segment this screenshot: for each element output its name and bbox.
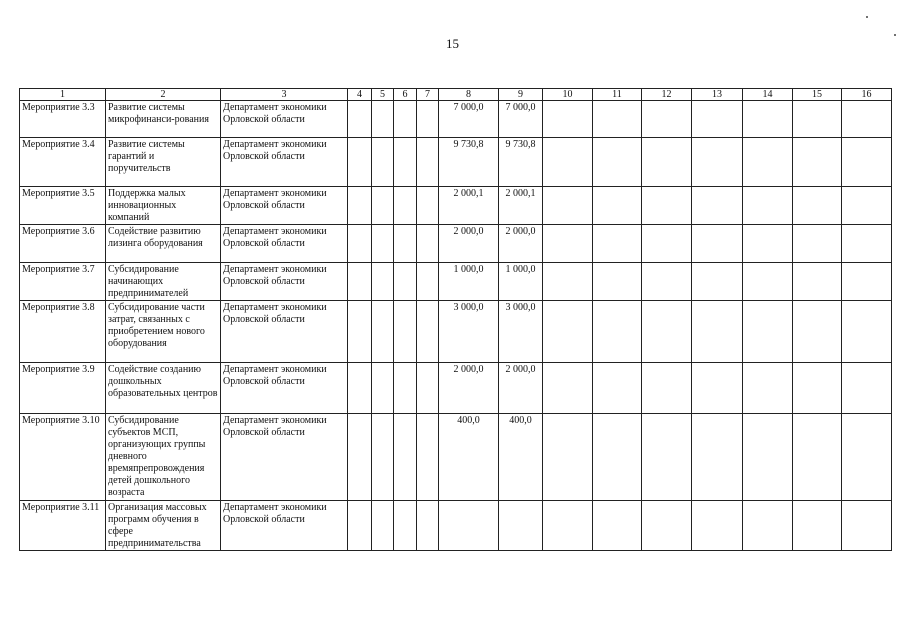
- empty-cell: [372, 138, 394, 187]
- amount-cell: [439, 501, 499, 551]
- empty-cell: [593, 414, 642, 501]
- empty-cell: [417, 138, 439, 187]
- empty-cell: [692, 414, 743, 501]
- empty-cell: [348, 225, 372, 263]
- measure-name-cell: Содействие развитию лизинга оборудования: [106, 225, 221, 263]
- empty-cell: [394, 101, 417, 138]
- empty-cell: [348, 501, 372, 551]
- empty-cell: [543, 138, 593, 187]
- empty-cell: [642, 138, 692, 187]
- executor-cell: Департамент экономики Орловской области: [221, 501, 348, 551]
- column-header-15: 15: [793, 89, 842, 101]
- empty-cell: [692, 363, 743, 414]
- empty-cell: [642, 363, 692, 414]
- empty-cell: [692, 187, 743, 225]
- empty-cell: [372, 263, 394, 301]
- amount-cell: 7 000,0: [499, 101, 543, 138]
- measure-name-cell: Содействие созданию дошкольных образовательных центров: [106, 363, 221, 414]
- amount-cell: 1 000,0: [499, 263, 543, 301]
- empty-cell: [348, 363, 372, 414]
- executor-cell: Департамент экономики Орловской области: [221, 138, 348, 187]
- measure-id-cell: Мероприятие 3.5: [20, 187, 106, 225]
- measure-id-cell: Мероприятие 3.7: [20, 263, 106, 301]
- column-header-12: 12: [642, 89, 692, 101]
- empty-cell: [593, 138, 642, 187]
- measure-id-cell: Мероприятие 3.11: [20, 501, 106, 551]
- program-measures-table: [19, 88, 892, 551]
- empty-cell: [417, 363, 439, 414]
- column-header-1: 1: [20, 89, 106, 101]
- empty-cell: [348, 263, 372, 301]
- empty-cell: [692, 501, 743, 551]
- table-row: [20, 225, 892, 263]
- empty-cell: [743, 101, 793, 138]
- empty-cell: [842, 414, 892, 501]
- empty-cell: [692, 101, 743, 138]
- empty-cell: [743, 187, 793, 225]
- empty-cell: [642, 225, 692, 263]
- empty-cell: [793, 138, 842, 187]
- empty-cell: [842, 101, 892, 138]
- empty-cell: [642, 263, 692, 301]
- empty-cell: [642, 101, 692, 138]
- scan-speck: [866, 16, 868, 18]
- page-number: 15: [446, 36, 459, 51]
- empty-cell: [842, 187, 892, 225]
- empty-cell: [593, 263, 642, 301]
- empty-cell: [642, 187, 692, 225]
- column-header-7: 7: [417, 89, 439, 101]
- table-row: [20, 138, 892, 187]
- empty-cell: [593, 225, 642, 263]
- table-row: [20, 101, 892, 138]
- empty-cell: [642, 301, 692, 363]
- column-header-16: 16: [842, 89, 892, 101]
- measure-name-cell: Организация массовых программ обучения в сфере предпринимательства: [106, 501, 221, 551]
- empty-cell: [394, 138, 417, 187]
- table-row: [20, 301, 892, 363]
- amount-cell: 3 000,0: [439, 301, 499, 363]
- scan-speck: [894, 34, 896, 36]
- measure-id-cell: Мероприятие 3.9: [20, 363, 106, 414]
- empty-cell: [417, 263, 439, 301]
- empty-cell: [417, 225, 439, 263]
- empty-cell: [372, 187, 394, 225]
- empty-cell: [417, 301, 439, 363]
- column-header-8: 8: [439, 89, 499, 101]
- empty-cell: [692, 138, 743, 187]
- column-header-14: 14: [743, 89, 793, 101]
- amount-cell: 2 000,0: [499, 225, 543, 263]
- column-header-10: 10: [543, 89, 593, 101]
- empty-cell: [593, 501, 642, 551]
- measure-id-cell: Мероприятие 3.6: [20, 225, 106, 263]
- empty-cell: [372, 225, 394, 263]
- empty-cell: [743, 301, 793, 363]
- amount-cell: [499, 501, 543, 551]
- table-row: [20, 187, 892, 225]
- empty-cell: [593, 301, 642, 363]
- empty-cell: [372, 301, 394, 363]
- empty-cell: [394, 263, 417, 301]
- column-header-11: 11: [593, 89, 642, 101]
- column-header-13: 13: [692, 89, 743, 101]
- empty-cell: [793, 414, 842, 501]
- empty-cell: [793, 501, 842, 551]
- empty-cell: [372, 414, 394, 501]
- empty-cell: [793, 301, 842, 363]
- empty-cell: [394, 187, 417, 225]
- amount-cell: 2 000,1: [499, 187, 543, 225]
- table-row: [20, 363, 892, 414]
- empty-cell: [394, 363, 417, 414]
- empty-cell: [394, 414, 417, 501]
- empty-cell: [348, 414, 372, 501]
- measure-name-cell: Развитие системы гарантий и поручительств: [106, 138, 221, 187]
- executor-cell: Департамент экономики Орловской области: [221, 101, 348, 138]
- empty-cell: [348, 187, 372, 225]
- empty-cell: [417, 414, 439, 501]
- column-header-5: 5: [372, 89, 394, 101]
- executor-cell: Департамент экономики Орловской области: [221, 414, 348, 501]
- empty-cell: [743, 363, 793, 414]
- empty-cell: [692, 263, 743, 301]
- empty-cell: [348, 101, 372, 138]
- amount-cell: 7 000,0: [439, 101, 499, 138]
- empty-cell: [394, 501, 417, 551]
- empty-cell: [372, 501, 394, 551]
- empty-cell: [543, 301, 593, 363]
- measure-name-cell: Развитие системы микрофинанси-рования: [106, 101, 221, 138]
- empty-cell: [842, 263, 892, 301]
- empty-cell: [394, 301, 417, 363]
- empty-cell: [692, 301, 743, 363]
- amount-cell: 2 000,0: [439, 225, 499, 263]
- empty-cell: [743, 501, 793, 551]
- amount-cell: 1 000,0: [439, 263, 499, 301]
- empty-cell: [372, 101, 394, 138]
- empty-cell: [348, 301, 372, 363]
- empty-cell: [348, 138, 372, 187]
- executor-cell: Департамент экономики Орловской области: [221, 187, 348, 225]
- empty-cell: [543, 501, 593, 551]
- empty-cell: [743, 225, 793, 263]
- empty-cell: [743, 138, 793, 187]
- empty-cell: [793, 363, 842, 414]
- measure-id-cell: Мероприятие 3.3: [20, 101, 106, 138]
- empty-cell: [593, 101, 642, 138]
- amount-cell: 2 000,1: [439, 187, 499, 225]
- empty-cell: [842, 301, 892, 363]
- empty-cell: [543, 263, 593, 301]
- table-body: [20, 101, 892, 551]
- table-row: [20, 414, 892, 501]
- column-header-6: 6: [394, 89, 417, 101]
- empty-cell: [793, 101, 842, 138]
- table-row: [20, 501, 892, 551]
- table-row: [20, 263, 892, 301]
- empty-cell: [743, 414, 793, 501]
- empty-cell: [394, 225, 417, 263]
- column-header-9: 9: [499, 89, 543, 101]
- empty-cell: [543, 225, 593, 263]
- empty-cell: [642, 501, 692, 551]
- measure-name-cell: Субсидирование части затрат, связанных с приобретением нового оборудования: [106, 301, 221, 363]
- amount-cell: 9 730,8: [499, 138, 543, 187]
- empty-cell: [417, 501, 439, 551]
- measure-id-cell: Мероприятие 3.8: [20, 301, 106, 363]
- empty-cell: [543, 363, 593, 414]
- empty-cell: [543, 187, 593, 225]
- column-header-3: 3: [221, 89, 348, 101]
- empty-cell: [372, 363, 394, 414]
- measure-id-cell: Мероприятие 3.4: [20, 138, 106, 187]
- empty-cell: [842, 138, 892, 187]
- empty-cell: [842, 225, 892, 263]
- empty-cell: [543, 414, 593, 501]
- empty-cell: [642, 414, 692, 501]
- measure-name-cell: Субсидирование субъектов МСП, организующих группы дневного времяпрепровождения детей дошкольного возраста: [106, 414, 221, 501]
- measure-name-cell: Поддержка малых инновационных компаний: [106, 187, 221, 225]
- column-header-4: 4: [348, 89, 372, 101]
- empty-cell: [417, 187, 439, 225]
- executor-cell: Департамент экономики Орловской области: [221, 363, 348, 414]
- executor-cell: Департамент экономики Орловской области: [221, 301, 348, 363]
- amount-cell: 2 000,0: [439, 363, 499, 414]
- amount-cell: 2 000,0: [499, 363, 543, 414]
- empty-cell: [543, 101, 593, 138]
- empty-cell: [593, 363, 642, 414]
- empty-cell: [793, 187, 842, 225]
- amount-cell: 3 000,0: [499, 301, 543, 363]
- measure-name-cell: Субсидирование начинающих предпринимателей: [106, 263, 221, 301]
- empty-cell: [793, 225, 842, 263]
- empty-cell: [842, 363, 892, 414]
- amount-cell: 9 730,8: [439, 138, 499, 187]
- header-row: [20, 89, 892, 101]
- amount-cell: 400,0: [439, 414, 499, 501]
- measure-id-cell: Мероприятие 3.10: [20, 414, 106, 501]
- empty-cell: [692, 225, 743, 263]
- amount-cell: 400,0: [499, 414, 543, 501]
- column-header-2: 2: [106, 89, 221, 101]
- empty-cell: [743, 263, 793, 301]
- empty-cell: [417, 101, 439, 138]
- executor-cell: Департамент экономики Орловской области: [221, 263, 348, 301]
- empty-cell: [593, 187, 642, 225]
- empty-cell: [842, 501, 892, 551]
- empty-cell: [793, 263, 842, 301]
- executor-cell: Департамент экономики Орловской области: [221, 225, 348, 263]
